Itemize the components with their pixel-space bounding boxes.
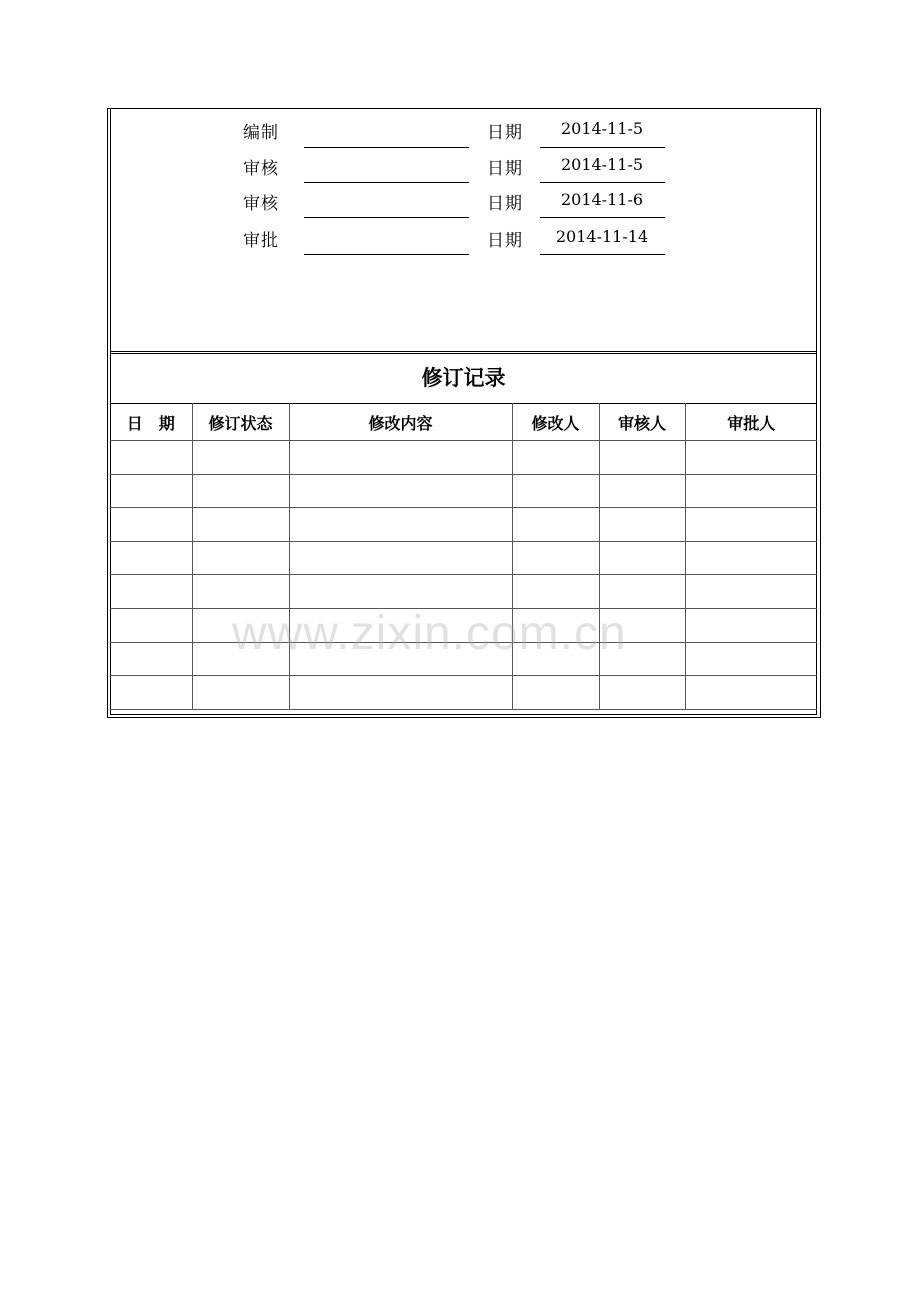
role-label: 审核 bbox=[243, 194, 279, 214]
date-label: 日期 bbox=[487, 194, 523, 214]
table-cell bbox=[110, 441, 192, 475]
table-cell bbox=[599, 676, 685, 710]
table-cell bbox=[289, 575, 512, 609]
role-label: 审批 bbox=[243, 231, 279, 251]
revision-record-title: 修订记录 bbox=[421, 366, 506, 390]
table-cell bbox=[192, 575, 289, 609]
table-row bbox=[110, 642, 817, 676]
table-cell bbox=[685, 508, 817, 542]
date-label: 日期 bbox=[487, 159, 523, 179]
table-cell bbox=[685, 441, 817, 475]
date-line bbox=[540, 217, 665, 218]
signature-line bbox=[304, 217, 469, 218]
table-row bbox=[110, 575, 817, 609]
table-row bbox=[110, 541, 817, 575]
table-cell bbox=[685, 676, 817, 710]
table-row bbox=[110, 608, 817, 642]
table-row bbox=[110, 676, 817, 710]
date-value: 2014-11-5 bbox=[560, 155, 644, 174]
table-row bbox=[110, 474, 817, 508]
table-cell bbox=[289, 608, 512, 642]
revision-table-body bbox=[110, 441, 817, 710]
table-cell bbox=[685, 642, 817, 676]
table-cell bbox=[289, 441, 512, 475]
table-cell bbox=[512, 474, 599, 508]
table-cell bbox=[192, 642, 289, 676]
column-header-approver: 审批人 bbox=[685, 404, 817, 441]
table-cell bbox=[512, 541, 599, 575]
table-cell bbox=[110, 541, 192, 575]
table-cell bbox=[599, 608, 685, 642]
column-header-reviewer: 审核人 bbox=[599, 404, 685, 441]
table-cell bbox=[599, 541, 685, 575]
table-cell bbox=[685, 474, 817, 508]
table-row bbox=[110, 441, 817, 475]
table-cell bbox=[192, 474, 289, 508]
table-cell bbox=[685, 575, 817, 609]
date-value: 2014-11-5 bbox=[560, 119, 644, 138]
revision-header-row bbox=[110, 404, 817, 441]
table-cell bbox=[599, 642, 685, 676]
watermark-text: www.zixin.com.cn bbox=[232, 607, 627, 660]
date-value: 2014-11-6 bbox=[560, 190, 644, 209]
role-label: 审核 bbox=[243, 159, 279, 179]
date-line bbox=[540, 254, 665, 255]
table-cell bbox=[289, 474, 512, 508]
table-cell bbox=[110, 608, 192, 642]
column-header-content: 修改内容 bbox=[289, 404, 512, 441]
table-cell bbox=[685, 541, 817, 575]
table-cell bbox=[512, 575, 599, 609]
table-cell bbox=[110, 676, 192, 710]
table-cell bbox=[599, 575, 685, 609]
table-cell bbox=[110, 474, 192, 508]
column-header-date: 日 期 bbox=[110, 404, 192, 441]
table-cell bbox=[289, 541, 512, 575]
date-line bbox=[540, 182, 665, 183]
signature-line bbox=[304, 182, 469, 183]
table-cell bbox=[192, 676, 289, 710]
table-cell bbox=[110, 575, 192, 609]
role-label: 编制 bbox=[243, 123, 279, 143]
table-cell bbox=[192, 541, 289, 575]
revision-table bbox=[110, 403, 817, 710]
table-cell bbox=[512, 676, 599, 710]
table-cell bbox=[289, 676, 512, 710]
table-cell bbox=[599, 474, 685, 508]
column-header-modifier: 修改人 bbox=[512, 404, 599, 441]
table-cell bbox=[192, 508, 289, 542]
table-cell bbox=[512, 508, 599, 542]
table-cell bbox=[110, 642, 192, 676]
table-cell bbox=[192, 608, 289, 642]
table-cell bbox=[599, 508, 685, 542]
table-cell bbox=[110, 508, 192, 542]
date-line bbox=[540, 147, 665, 148]
table-cell bbox=[289, 508, 512, 542]
date-label: 日期 bbox=[487, 123, 523, 143]
signature-line bbox=[304, 254, 469, 255]
signature-line bbox=[304, 147, 469, 148]
table-cell bbox=[685, 608, 817, 642]
date-label: 日期 bbox=[487, 231, 523, 251]
table-cell bbox=[512, 608, 599, 642]
table-row bbox=[110, 508, 817, 542]
date-value: 2014-11-14 bbox=[555, 227, 649, 246]
table-cell bbox=[599, 441, 685, 475]
table-cell bbox=[512, 441, 599, 475]
table-cell bbox=[289, 642, 512, 676]
document-inner-border-bottom bbox=[110, 714, 817, 715]
table-cell bbox=[192, 441, 289, 475]
column-header-status: 修订状态 bbox=[192, 404, 289, 441]
table-cell bbox=[512, 642, 599, 676]
